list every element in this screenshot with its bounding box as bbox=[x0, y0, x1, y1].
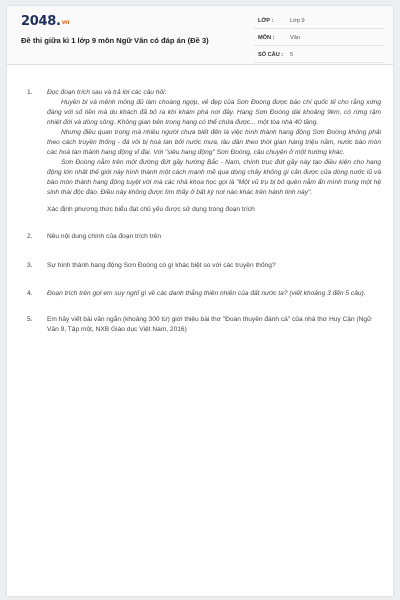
question-4 bbox=[21, 289, 381, 299]
site-logo[interactable] bbox=[21, 14, 69, 29]
question-2 bbox=[21, 232, 381, 242]
info-row-question-count bbox=[254, 48, 384, 63]
question-3 bbox=[21, 261, 381, 271]
excerpt-paragraph: Sơn Đoòng nằm trên một đường đứt gãy hướng Bắc - Nam, chính trục đứt gãy này tạo điều kiện cho hang động lớn nhất thế giới này hình thành một cách mạnh mẽ qua dòng chảy không gì cản được của dòng nước lũ và bào mòn thành hang động tuyệt vời mà các nhà khoa học gọi là "Một vũ trụ bị bỏ quên nằm ẩn mình trong một hệ sinh thái độc đáo. Điều này không được tìm thấy ở bất kỳ nơi nào khác trên hành tinh này". bbox=[47, 159, 381, 196]
question-list bbox=[21, 88, 381, 335]
question-text: Nêu nội dung chính của đoạn trích trên bbox=[47, 233, 162, 240]
exam-page bbox=[7, 6, 393, 596]
question-text: Đoạn trích trên gợi em suy nghĩ gì về các danh thắng thiên nhiên của đất nước ta? (viết khoảng 3 đến 5 câu). bbox=[47, 290, 366, 297]
exam-title: Đề thi giữa kì 1 lớp 9 môn Ngữ Văn có đáp án (Đề 3) bbox=[21, 36, 209, 45]
question-1 bbox=[21, 88, 381, 215]
info-row-subject bbox=[254, 31, 384, 46]
exam-info-box bbox=[254, 14, 384, 63]
info-label: SỐ CÂU : bbox=[258, 52, 284, 58]
logo-dot: . bbox=[55, 14, 61, 29]
question-5 bbox=[21, 315, 381, 335]
logo-tld: vn bbox=[61, 19, 70, 26]
logo-text: 2048 bbox=[21, 14, 56, 29]
question-number: 3. bbox=[27, 262, 33, 269]
question-number: 4. bbox=[27, 290, 33, 297]
info-value: 5 bbox=[290, 52, 294, 58]
excerpt-paragraph: Huyền bí và mênh mông đủ làm choáng ngợp, vẻ đẹp của Sơn Đoòng được báo chí quốc tế cho rằng xứng đáng với số tiền mà du khách đã bỏ ra khi khám phá nơi đây. Hang Sơn Đoòng dài khoảng 9km, có rừng rậm nhiệt đới và dòng sông. Không gian bên trong hang có thể chứa được... một tòa nhà 40 tầng. bbox=[47, 99, 381, 126]
info-row-class bbox=[254, 14, 384, 29]
info-value: Lớp 9 bbox=[290, 18, 305, 24]
info-label: LỚP : bbox=[258, 18, 274, 24]
info-value: Văn bbox=[290, 35, 300, 41]
question-text: Em hãy viết bài văn ngắn (khoảng 300 từ) giới thiệu bài thơ "Đoàn thuyền đánh cá" của nhà thơ Huy Cận (Ngữ Văn 9, Tập một, NXB Giáo dục Việt Nam, 2016) bbox=[47, 316, 372, 333]
question-task: Xác định phương thức biểu đạt chủ yếu được sử dụng trong đoạn trích bbox=[47, 206, 255, 213]
excerpt-paragraph: Nhưng điều quan trọng mà nhiều người chưa biết đến là việc hình thành hang động Sơn Đoòng không phải theo cách truyền thống - đá vôi bị hoà tan bởi nước mưa, lâu dần theo thời gian hàng triệu năm, nước bào mòn các hoá tan thành hang động vĩ đại. Với "siêu hang động" Sơn Đoòng, câu chuyện ở một hướng khác. bbox=[47, 129, 381, 156]
question-text: Sự hình thành hang động Sơn Đoòng có gì khác biệt so với các truyền thống? bbox=[47, 262, 276, 269]
info-label: MÔN : bbox=[258, 35, 275, 41]
question-number: 2. bbox=[27, 233, 33, 240]
question-number: 5. bbox=[27, 316, 33, 323]
page-header bbox=[7, 6, 393, 65]
question-number: 1. bbox=[27, 89, 33, 96]
question-lead: Đọc đoạn trích sau và trả lời các câu hỏi: bbox=[47, 89, 167, 96]
